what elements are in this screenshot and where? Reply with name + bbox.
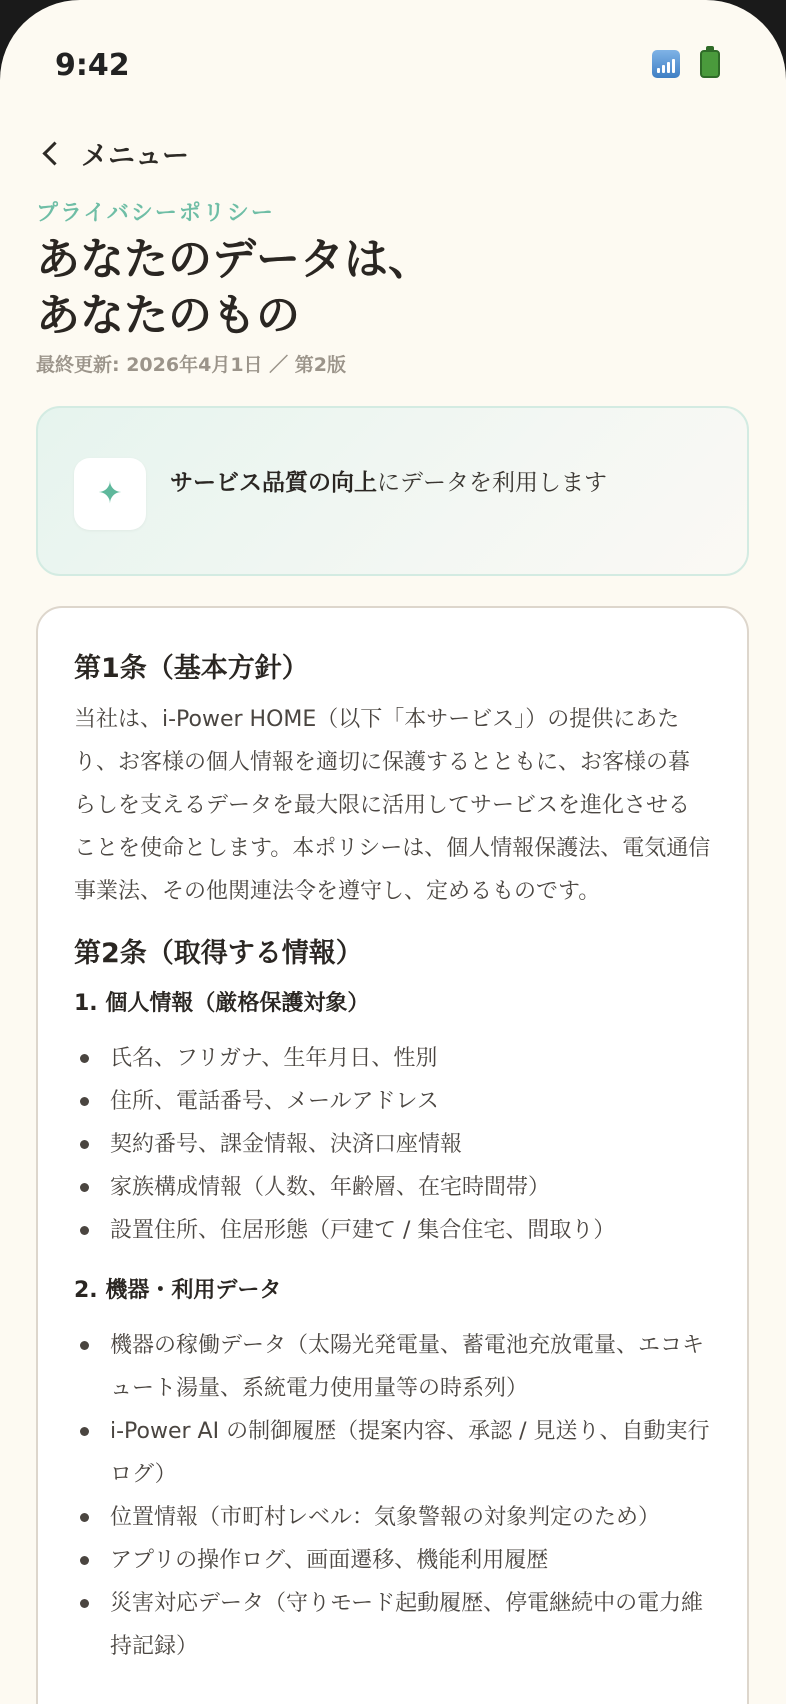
article2-subhead-device: 2. 機器・利用データ bbox=[74, 1278, 282, 1303]
sparkle-icon: ✦ bbox=[97, 476, 123, 511]
back-label: メニュー bbox=[81, 141, 189, 172]
page-title-line1: あなたのデータは、 bbox=[36, 234, 432, 285]
chevron-left-icon bbox=[42, 141, 66, 165]
sparkle-icon-box bbox=[74, 458, 146, 530]
highlight-card bbox=[36, 406, 749, 576]
personal-info-list bbox=[74, 1037, 711, 1252]
status-time: 9:42 bbox=[55, 48, 130, 83]
list-item: アプリの操作ログ、画面遷移、機能利用履歴 bbox=[74, 1539, 711, 1582]
highlight-bold: サービス品質の向上 bbox=[170, 470, 377, 496]
list-item: 家族構成情報（人数、年齢層、在宅時間帯） bbox=[74, 1166, 711, 1209]
device-data-list bbox=[74, 1324, 711, 1668]
list-item: 災害対応データ（守りモード起動履歴、停電継続中の電力維持記録） bbox=[74, 1582, 711, 1668]
article1-body: 当社は、i-Power HOME（以下「本サービス」）の提供にあたり、お客様の個人情報を適切に保護するとともに、お客様の暮らしを支えるデータを最大限に活用してサービスを進化させることを使命とします。本ポリシーは、個人情報保護法、電気通信事業法、その他関連法令を遵守し、定めるものです。 bbox=[74, 707, 711, 904]
list-item: 機器の稼働データ（太陽光発電量、蓄電池充放電量、エコキュート湯量、系統電力使用量等の時系列） bbox=[74, 1324, 711, 1410]
list-item: 契約番号、課金情報、決済口座情報 bbox=[74, 1123, 711, 1166]
article2-title: 第2条（取得する情報） bbox=[74, 938, 363, 969]
status-bar bbox=[0, 0, 786, 130]
list-item: 住所、電話番号、メールアドレス bbox=[74, 1080, 711, 1123]
status-icons bbox=[652, 50, 720, 78]
back-to-menu-button[interactable] bbox=[40, 134, 189, 173]
highlight-rest: にデータを利用します bbox=[377, 470, 607, 496]
page-eyebrow: プライバシーポリシー bbox=[36, 201, 275, 226]
highlight-text bbox=[170, 464, 730, 497]
list-item: 位置情報（市町村レベル：気象警報の対象判定のため） bbox=[74, 1496, 711, 1539]
list-item: 氏名、フリガナ、生年月日、性別 bbox=[74, 1037, 711, 1080]
policy-content-card bbox=[36, 606, 749, 1704]
signal-icon bbox=[652, 50, 680, 78]
article2-subhead-personal: 1. 個人情報（厳格保護対象） bbox=[74, 991, 370, 1016]
page-title bbox=[36, 232, 736, 344]
last-updated: 最終更新: 2026年4月1日 ／ 第2版 bbox=[36, 354, 346, 376]
page-title-line2: あなたのもの bbox=[36, 290, 300, 341]
battery-icon bbox=[700, 50, 720, 78]
list-item: 設置住所、住居形態（戸建て / 集合住宅、間取り） bbox=[74, 1209, 711, 1252]
list-item: i-Power AI の制御履歴（提案内容、承認 / 見送り、自動実行ログ） bbox=[74, 1410, 711, 1496]
article1-title: 第1条（基本方針） bbox=[74, 653, 309, 684]
